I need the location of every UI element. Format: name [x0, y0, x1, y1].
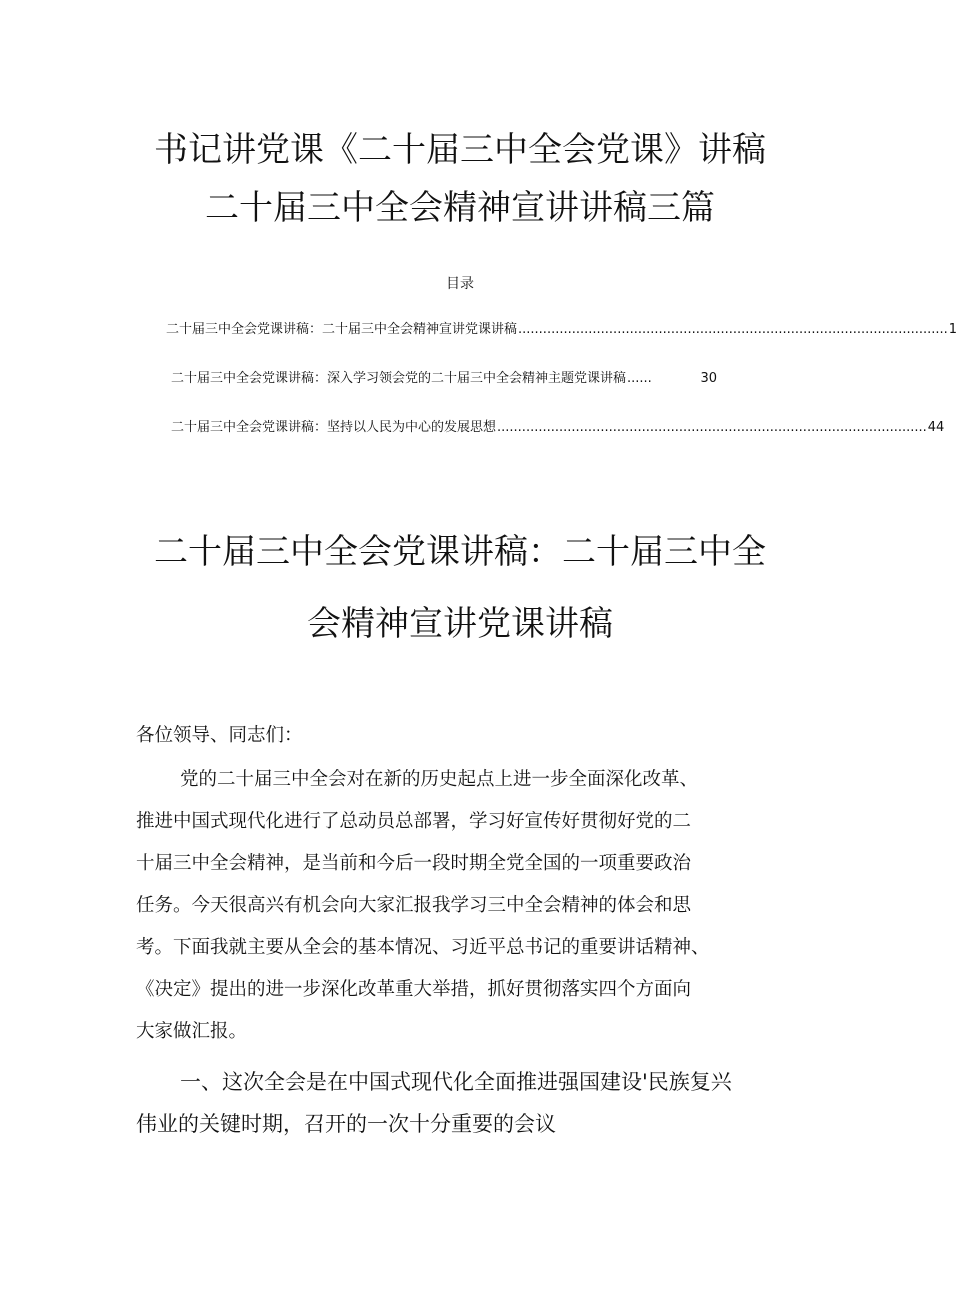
toc-leader-dots: ........................................................................................................ — [497, 420, 927, 435]
paragraph-line: 《决定》提出的进一步深化改革重大举措，抓好贯彻落实四个方面向 — [136, 979, 692, 1000]
paragraph-line: 推进中国式现代化进行了总动员总部署，学习好宣传好贯彻好党的二 — [136, 811, 692, 832]
toc-leader-dots: ...... — [627, 371, 652, 386]
toc-entry[interactable] — [171, 369, 717, 389]
section-title-line-2: 会精神宣讲党课讲稿 — [307, 604, 613, 644]
section-heading-line-2: 伟业的关键时期，召开的一次十分重要的会议 — [136, 1112, 556, 1136]
section-heading-line-1: 一、这次全会是在中国式现代化全面推进强国建设'民族复兴 — [180, 1070, 732, 1094]
document-title-line-2: 二十届三中全会精神宣讲讲稿三篇 — [205, 188, 715, 228]
paragraph-line: 考。下面我就主要从全会的基本情况、习近平总书记的重要讲话精神、 — [136, 937, 710, 958]
document-title-line-1: 书记讲党课《二十届三中全会党课》讲稿 — [154, 130, 766, 170]
greeting-text: 各位领导、同志们： — [136, 725, 303, 746]
paragraph-line: 党的二十届三中全会对在新的历史起点上进一步全面深化改革、 — [180, 769, 699, 790]
toc-entry-text: 二十届三中全会党课讲稿：深入学习领会党的二十届三中全会精神主题党课讲稿 — [171, 371, 627, 386]
toc-entry[interactable] — [171, 418, 945, 438]
toc-leader-dots: ........................................................................................................ — [518, 322, 948, 337]
section-title-line-1: 二十届三中全会党课讲稿：二十届三中全 — [154, 532, 766, 572]
paragraph-line: 任务。今天很高兴有机会向大家汇报我学习三中全会精神的体会和思 — [136, 895, 692, 916]
toc-entry[interactable] — [166, 320, 957, 340]
toc-heading: 目录 — [446, 276, 474, 292]
toc-entry-text: 二十届三中全会党课讲稿：坚持以人民为中心的发展思想 — [171, 420, 497, 435]
paragraph-line: 十届三中全会精神，是当前和今后一段时期全党全国的一项重要政治 — [136, 853, 692, 874]
toc-page-number: 30 — [700, 371, 717, 386]
paragraph-line: 大家做汇报。 — [136, 1021, 248, 1042]
toc-entry-text: 二十届三中全会党课讲稿：二十届三中全会精神宣讲党课讲稿 — [166, 322, 518, 337]
toc-page-number: 1 — [948, 322, 957, 337]
toc-page-number: 44 — [927, 420, 945, 435]
